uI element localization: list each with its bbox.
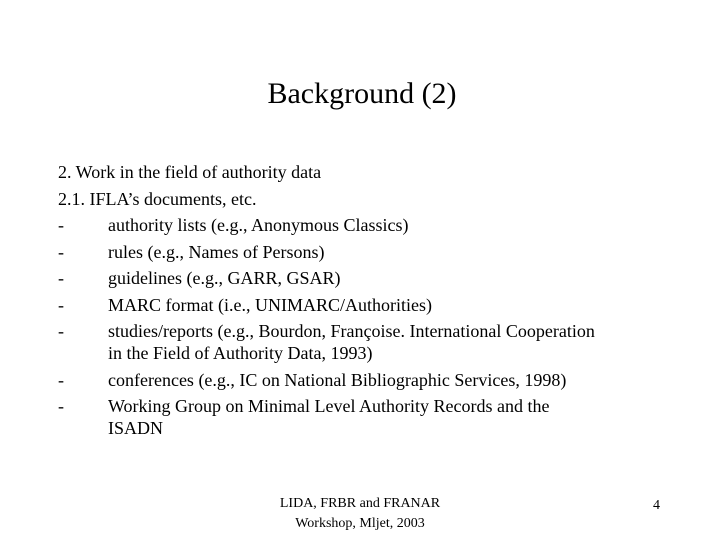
- bullet-item-rules: [58, 239, 678, 266]
- bullet-dash: -: [58, 294, 64, 315]
- footer-line-2: Workshop, Mljet, 2003: [295, 516, 425, 531]
- bullet-item-guidelines: [58, 265, 678, 292]
- footer-line-1: LIDA, FRBR and FRANAR: [279, 496, 441, 511]
- bullet-text: Working Group on Minimal Level Authority Records and the ISADN: [108, 396, 550, 438]
- bullet-dash: -: [58, 241, 64, 262]
- bullet-dash: -: [58, 369, 64, 390]
- page-number: 4: [653, 498, 660, 513]
- bullet-dash: -: [58, 215, 64, 235]
- bullet-item-working-group: [58, 393, 678, 442]
- bullet-text: authority lists (e.g., Anonymous Classics): [108, 215, 409, 235]
- bullet-item-authority-lists: [58, 212, 678, 239]
- bullet-dash: -: [58, 268, 64, 288]
- bullet-text: conferences (e.g., IC on National Bibliographic Services, 1998): [108, 369, 567, 390]
- bullet-text: guidelines (e.g., GARR, GSAR): [108, 268, 341, 288]
- bullet-text: MARC format (i.e., UNIMARC/Authorities): [108, 294, 432, 315]
- slide-body: [58, 159, 678, 442]
- bullet-dash: -: [58, 321, 64, 341]
- slide-title: Background (2): [267, 77, 457, 110]
- subsection-heading: 2.1. IFLA’s documents, etc.: [58, 188, 257, 209]
- bullet-item-studies-reports: [58, 318, 678, 367]
- bullet-text: rules (e.g., Names of Persons): [108, 241, 325, 262]
- bullet-item-marc-format: [58, 292, 678, 319]
- bullet-text: studies/reports (e.g., Bourdon, Françoise. International Cooperation in the Field of Authority Data, 1993): [108, 321, 595, 363]
- bullet-dash: -: [58, 396, 64, 416]
- section-heading: 2. Work in the field of authority data: [58, 162, 322, 182]
- footer-caption: [260, 494, 460, 534]
- bullet-item-conferences: [58, 367, 678, 394]
